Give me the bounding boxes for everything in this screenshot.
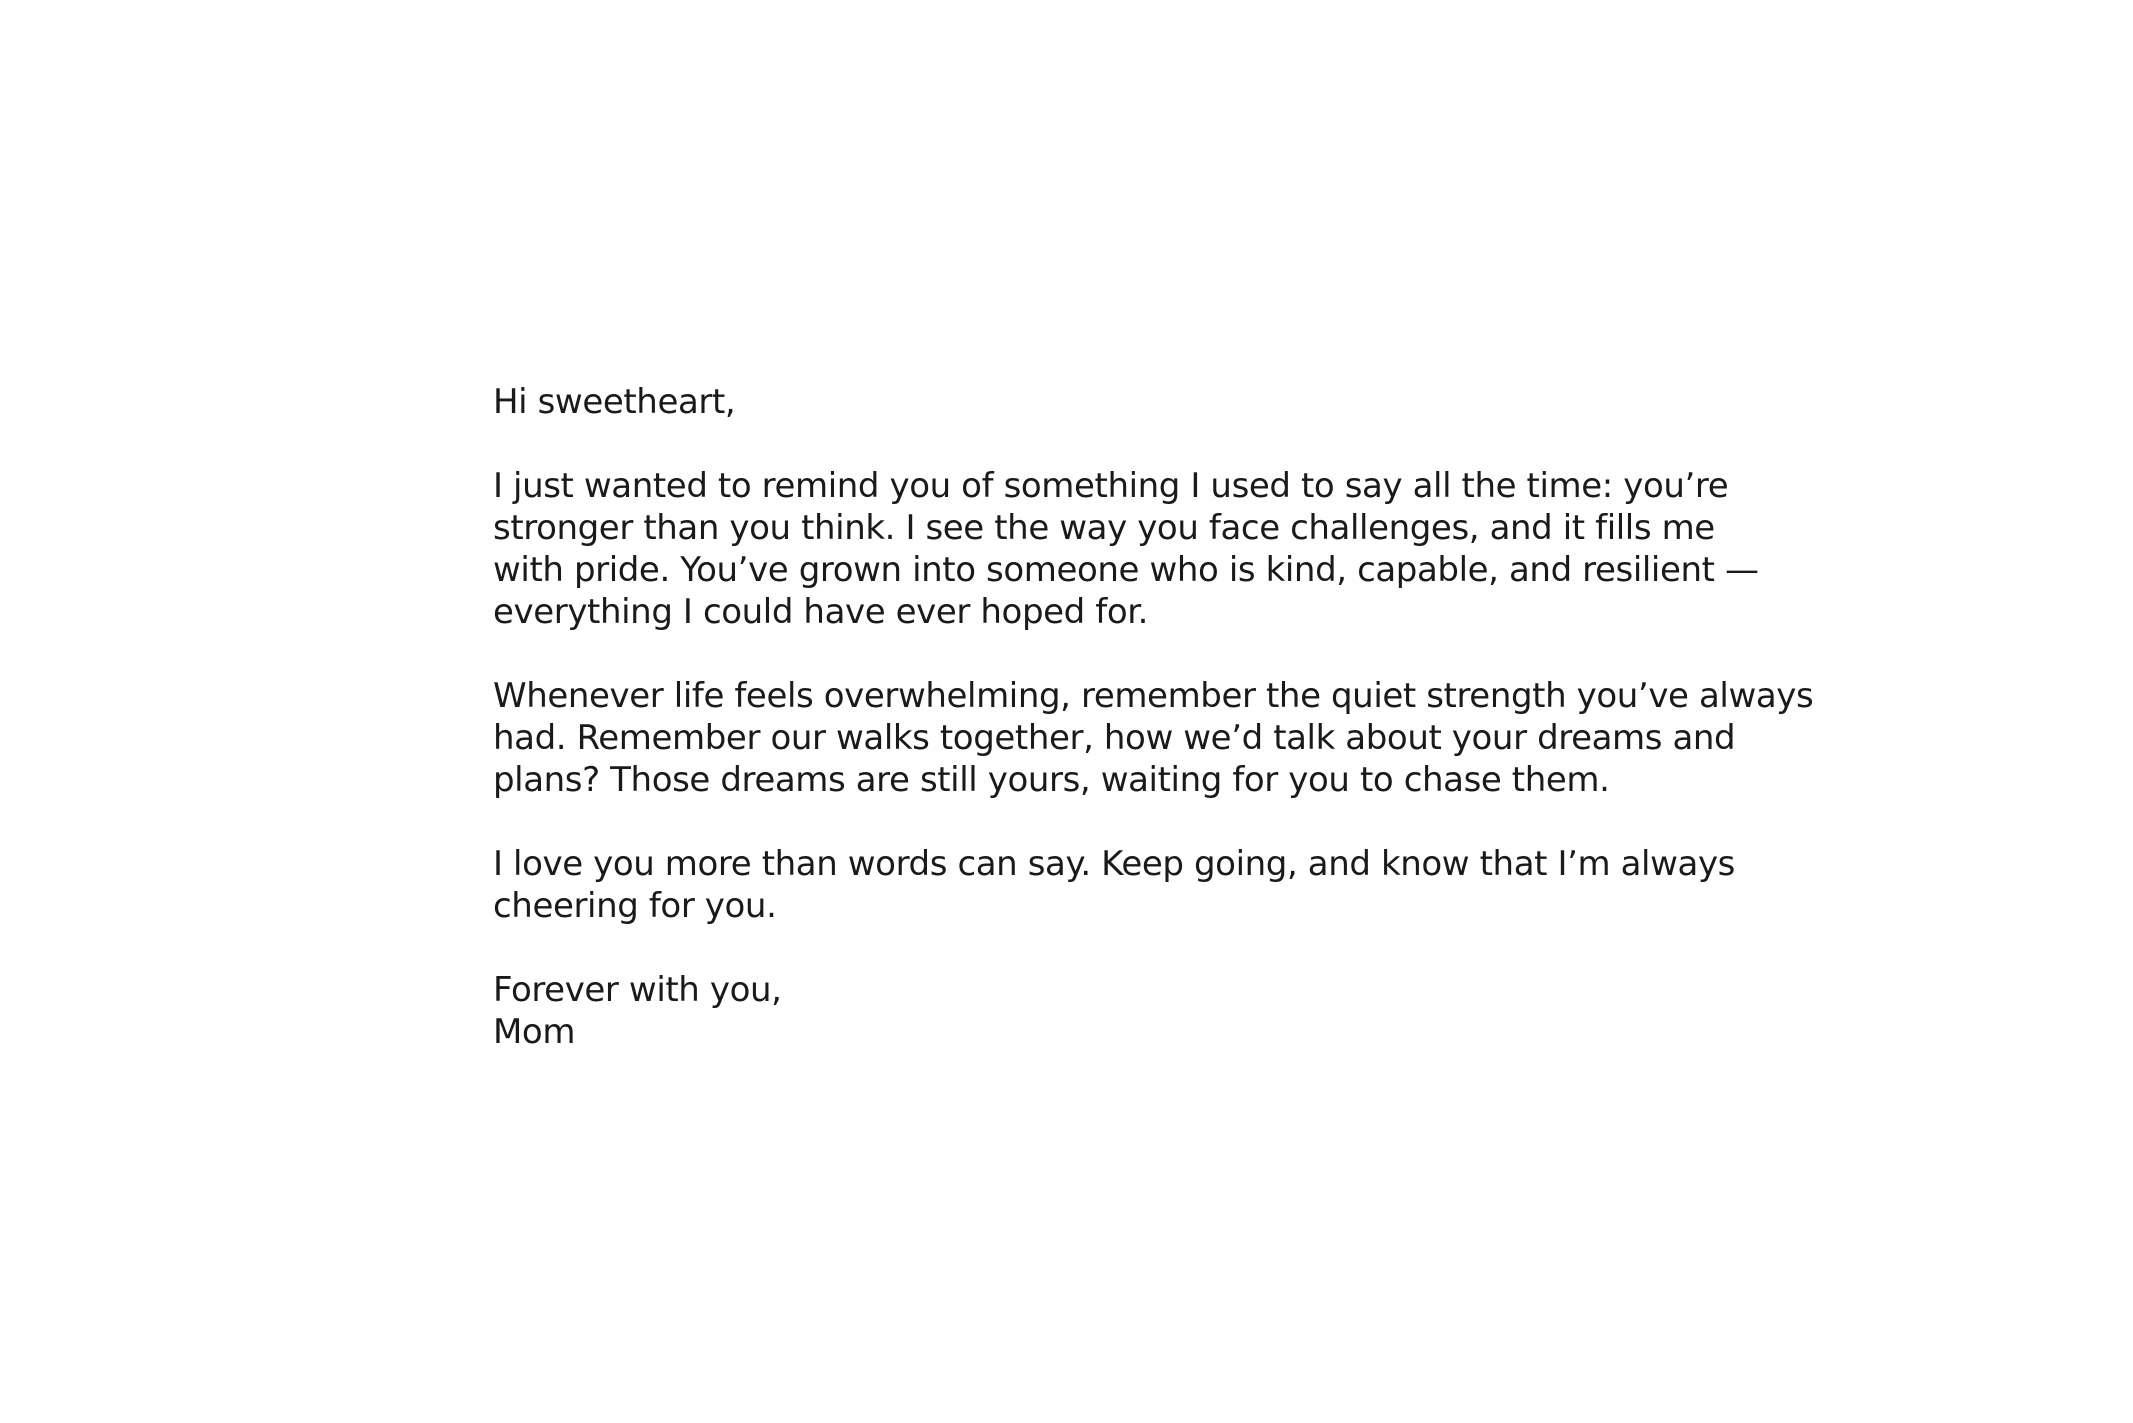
greeting — [493, 381, 1693, 423]
paragraph-line: plans? Those dreams are still yours, waiting for you to chase them. — [493, 760, 1610, 800]
greeting-line: Hi sweetheart, — [493, 382, 736, 422]
paragraph-3 — [493, 843, 1735, 927]
closing-line: Forever with you, — [493, 970, 782, 1010]
paragraph-line: everything I could have ever hoped for. — [493, 592, 1149, 632]
paragraph-line: I love you more than words can say. Keep going, and know that I’m always — [493, 844, 1735, 884]
letter-body — [493, 381, 1814, 1053]
paragraph-line: cheering for you. — [493, 886, 777, 926]
paragraph-line: Whenever life feels overwhelming, remember the quiet strength you’ve always — [493, 676, 1814, 716]
paragraph-line: I just wanted to remind you of something I used to say all the time: you’re — [493, 466, 1729, 506]
paragraph-line: stronger than you think. I see the way you face challenges, and it fills me — [493, 508, 1715, 548]
sign-off — [493, 969, 1693, 1053]
paragraph-2 — [493, 675, 1814, 801]
paragraph-line: had. Remember our walks together, how we’d talk about your dreams and — [493, 718, 1736, 758]
paragraph-1 — [493, 465, 1759, 633]
signature: Mom — [493, 1012, 576, 1052]
paragraph-line: with pride. You’ve grown into someone who is kind, capable, and resilient — — [493, 550, 1759, 590]
